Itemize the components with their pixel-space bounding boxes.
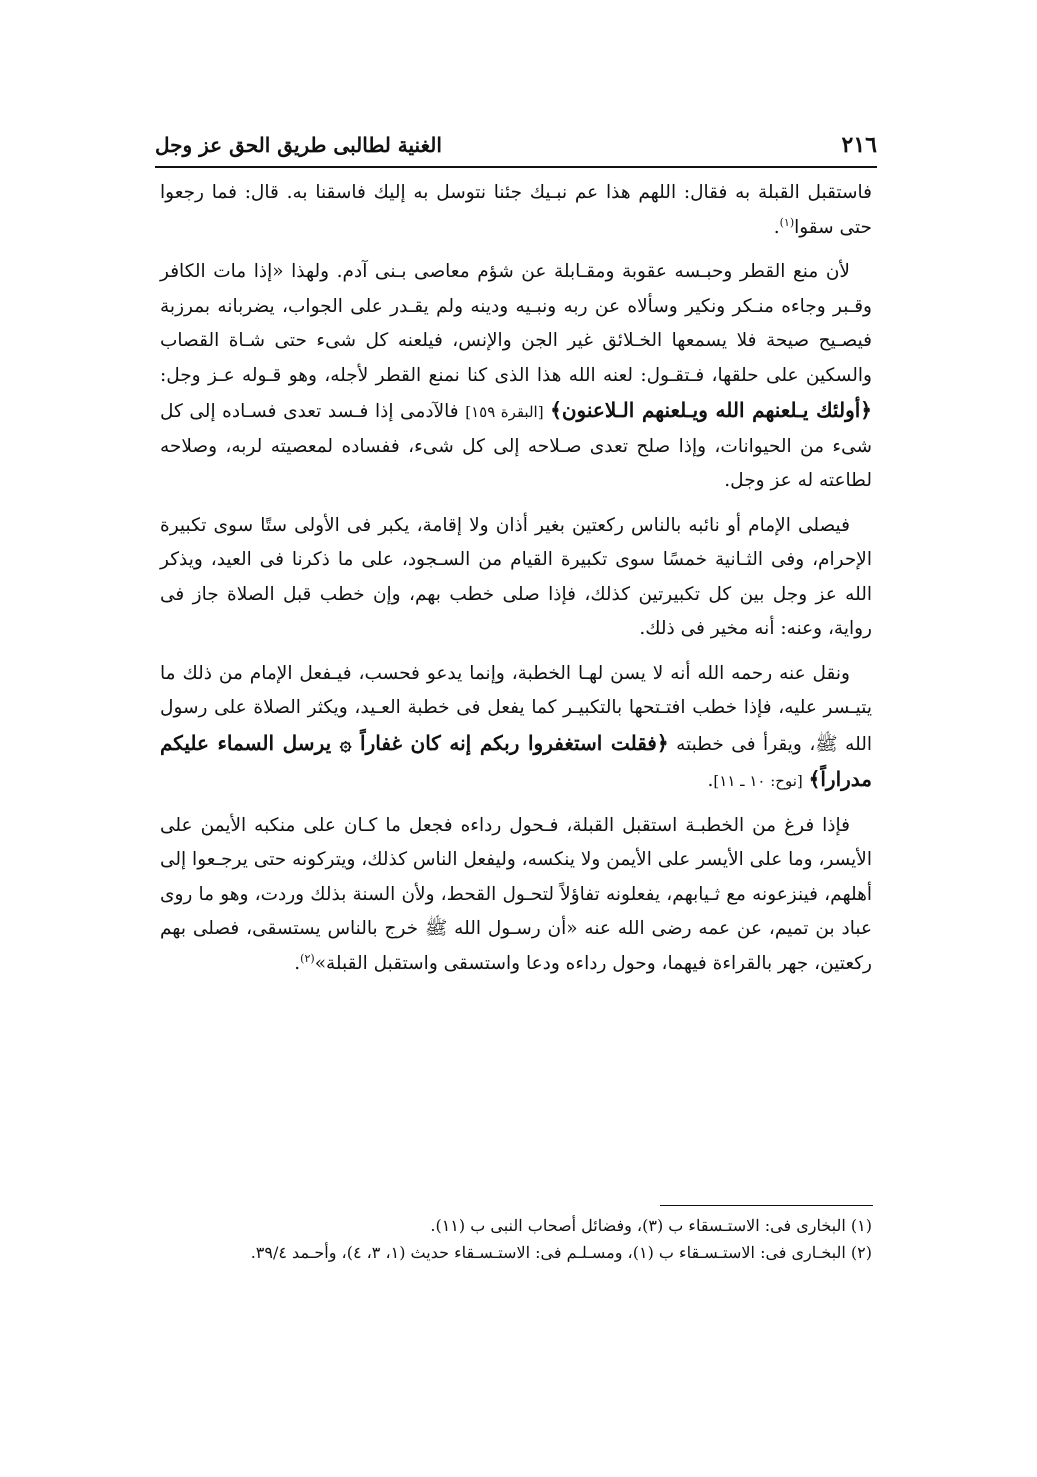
page-header bbox=[155, 128, 877, 162]
running-title: الغنية لطالبى طريق الحق عز وجل bbox=[155, 133, 442, 157]
paragraph-4-end: . bbox=[707, 770, 714, 791]
main-text bbox=[160, 176, 872, 991]
paragraph-1-text: فاستقبل القبلة به فقال: اللهم هذا عم نبـيك جئنا نتوسل به إليك فاسقنا به. قال: فما رجعوا حتى سقوا bbox=[160, 182, 872, 238]
paragraph-1-end: . bbox=[773, 216, 780, 238]
verse-reference-1: [البقرة ١٥٩] bbox=[465, 403, 544, 421]
paragraph-3 bbox=[160, 509, 872, 647]
paragraph-2 bbox=[160, 255, 872, 499]
footnote-rule bbox=[660, 1205, 873, 1206]
header-rule bbox=[155, 166, 877, 168]
verse-reference-2: [نوح: ١٠ ـ ١١] bbox=[713, 772, 803, 790]
paragraph-2-text-b: فالآدمى إذا فـسد تعدى فسـاده إلى كل شىء من الحيوانات، وإذا صلح تعدى صـلاحه إلى كل شىء، ففساده لمعصيته لربه، وصلاحه لطاعته له عز وجل. bbox=[160, 401, 872, 491]
footnote-marker-2: (٢) bbox=[300, 951, 315, 965]
footnote-1: (١) البخارى فى: الاستـسقاء ب (٣)، وفضائل أصحاب النبى ب (١١). bbox=[430, 1216, 872, 1235]
footnote-2: (٢) البخـارى فى: الاستـسـقاء ب (١)، ومسـلـم فى: الاستـسـقاء حديث (١، ٣، ٤)، وأحـمد ٣٩/٤. bbox=[250, 1243, 872, 1262]
footnote-marker-1: (١) bbox=[779, 215, 795, 229]
paragraph-3-text: فيصلى الإمام أو نائبه بالناس ركعتين بغير أذان ولا إقامة، يكبر فى الأولى ستًا سوى تكبيرة الإحرام، وفى الثـانية خمسًا سوى تكبيرة القيام من السـجود، على ما ذكرنا فى العيد، ويذكر الله عز وجل بين كل تكبيرتين كذلك، فإذا صلى خطب بهم، وإن خطب قبل الصلاة جاز فى رواية، وعنه: أنه مخير فى ذلك. bbox=[160, 514, 872, 639]
paragraph-4 bbox=[160, 657, 872, 799]
page-number: ٢١٦ bbox=[841, 132, 877, 158]
footnotes bbox=[160, 1212, 872, 1266]
paragraph-5 bbox=[160, 809, 872, 982]
paragraph-2-text-a: لأن منع القطر وحبـسه عقوبة ومقـابلة عن شؤم معاصى بـنى آدم. ولهذا «إذا مات الكافر وقـبر وجاءه منـكر ونكير وسألاه عن ربه ونبـيه ودينه ولم يقـدر على الجواب، يضربانه بمرزبة فيصـيح صيحة فلا يسمعها الخـلائق غير الجن والإنس، فيلعنه كل شىء حتى شـاة القصاب والسكين على حلقها، فـتقـول: لعنه الله هذا الذى كنا نمنع القطر لأجله، وهو قـوله عـز وجل: bbox=[160, 261, 872, 386]
paragraph-5-end: . bbox=[294, 952, 301, 974]
paragraph-5-text: فإذا فرغ من الخطبـة استقبل القبلة، فـحول رداءه فجعل ما كـان على منكبه الأيمن على الأيسر، وما على الأيسر على الأيمن ولا ينكسه، وليفعل الناس كذلك، ويتركونه حتى يرجـعوا إلى أهلهم، فينزعونه مع ثـيابهم، يفعلونه تفاؤلاً لتحـول القحط، ولأن السنة بذلك وردت، وهو ما روى عباد بن تميم، عن عمه رضى الله عنه «أن رسـول الله ﷺ خرج بالناس يستسقى، فصلى بهم ركعتين، جهر بالقراءة فيهما، وحول رداءه ودعا واستسقى واستقبل القبلة» bbox=[159, 814, 872, 974]
quran-verse-1: ﴿أولئك يـلعنهم الله ويـلعنهم الـلاعنون﴾ bbox=[550, 398, 872, 422]
paragraph-4-text-a: ونقل عنه رحمه الله أنه لا يسن لهـا الخطبة، وإنما يدعو فحسب، فيـفعل الإمام من ذلك ما يتيـسر عليه، فإذا خطب افتـتحها بالتكبيـر كما يفعل فى خطبة العـيد، ويكثر الصلاة على رسول الله ﷺ، ويقرأ فى خطبته bbox=[160, 662, 872, 755]
quran-verse-2: ﴿فقلت استغفروا ربكم إنه كان غفاراً ۞ يرسل السماء عليكم مدراراً﴾ bbox=[160, 730, 872, 791]
paragraph-1 bbox=[160, 176, 872, 245]
